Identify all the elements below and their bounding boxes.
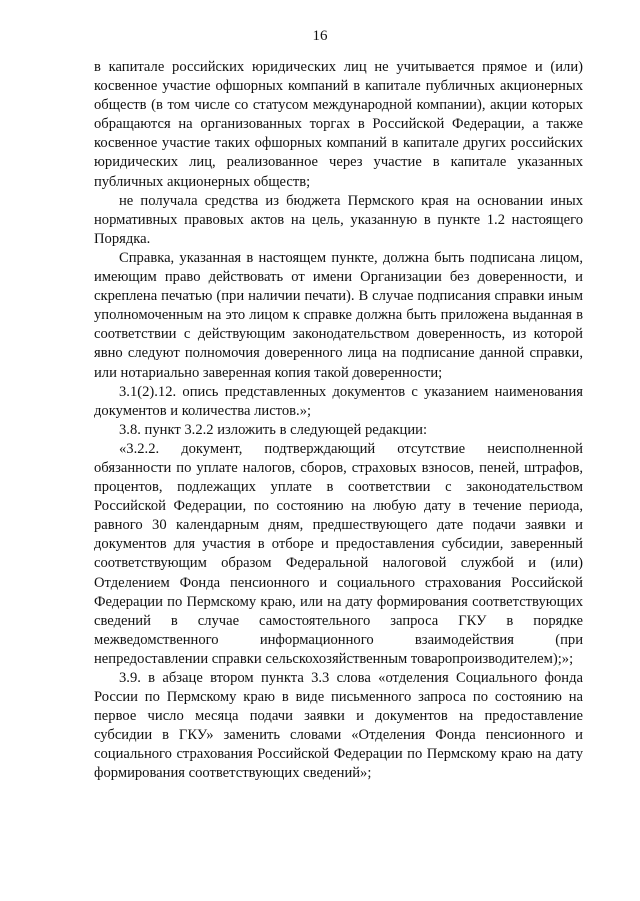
paragraph-offshore-participation: в капитале российских юридических лиц не учитывается прямое и (или) косвенное участие офшорных компаний в капитале публичных акционерных обществ (в том числе со статусом международной компании), акции которых обращаются на организованных торгах в Российской Федерации, а также косвенное участие таких офшорных компаний в капитале других российских юридических лиц, реализованное через участие в капитале указанных публичных акционерных обществ; [94,59,583,190]
paragraph-amendment-3-8: 3.8. пункт 3.2.2 изложить в следующей редакции: [119,421,428,438]
paragraph-clause-3-2-2: «3.2.2. документ, подтверждающий отсутствие неисполненной обязанности по уплате налогов, сборов, страховых взносов, пеней, штрафов, процентов, подлежащих уплате в соответствии с законодательством Российской Федерации, по состоянию на любую дату в течение периода, равного 30 календарным дням, предшествующего дате подачи заявки и документов для участия в отборе и предоставления субсидии, заверенный соответствующим образом Федеральной налоговой службой и (или) Отделением Фонда пенсионного и социального страхования Российской Федерации по Пермскому краю, или на дату формирования соответствующих сведений в случае самостоятельного запроса ГКУ в порядке межведомственного информационного взаимодействия (при непредоставлении справки сельскохозяйственным товаропроизводителем);»; [94,440,583,667]
paragraph-amendment-3-9: 3.9. в абзаце втором пункта 3.3 слова «отделения Социального фонда России по Пермскому краю в виде письменного запроса по состоянию на первое число месяца подачи заявки и документов на предоставление субсидии в ГКУ» заменить словами «Отделения Фонда пенсионного и социального страхования Российской Федерации по Пермскому краю на дату формирования соответствующих сведений»; [94,670,583,782]
paragraph-document-inventory: 3.1(2).12. опись представленных документов с указанием наименования документов и количества листов.»; [94,383,583,419]
paragraph-certificate-signature: Справка, указанная в настоящем пункте, должна быть подписана лицом, имеющим право действовать от имени Организации без доверенности, и скреплена печатью (при наличии печати). В случае подписания справки иным уполномоченным на это лицом к справке должна быть приложена выданная в соответствии с действующим законодательством доверенность, из которой явно следуют полномочия доверенного лица на подписание данной справки, или нотариально заверенная копия такой доверенности; [94,249,583,381]
paragraph-budget-funds: не получала средства из бюджета Пермского края на основании иных нормативных правовых актов на цель, указанную в пункте 1.2 настоящего Порядка. [94,192,583,247]
document-body [94,58,583,784]
page-number: 16 [312,28,328,44]
